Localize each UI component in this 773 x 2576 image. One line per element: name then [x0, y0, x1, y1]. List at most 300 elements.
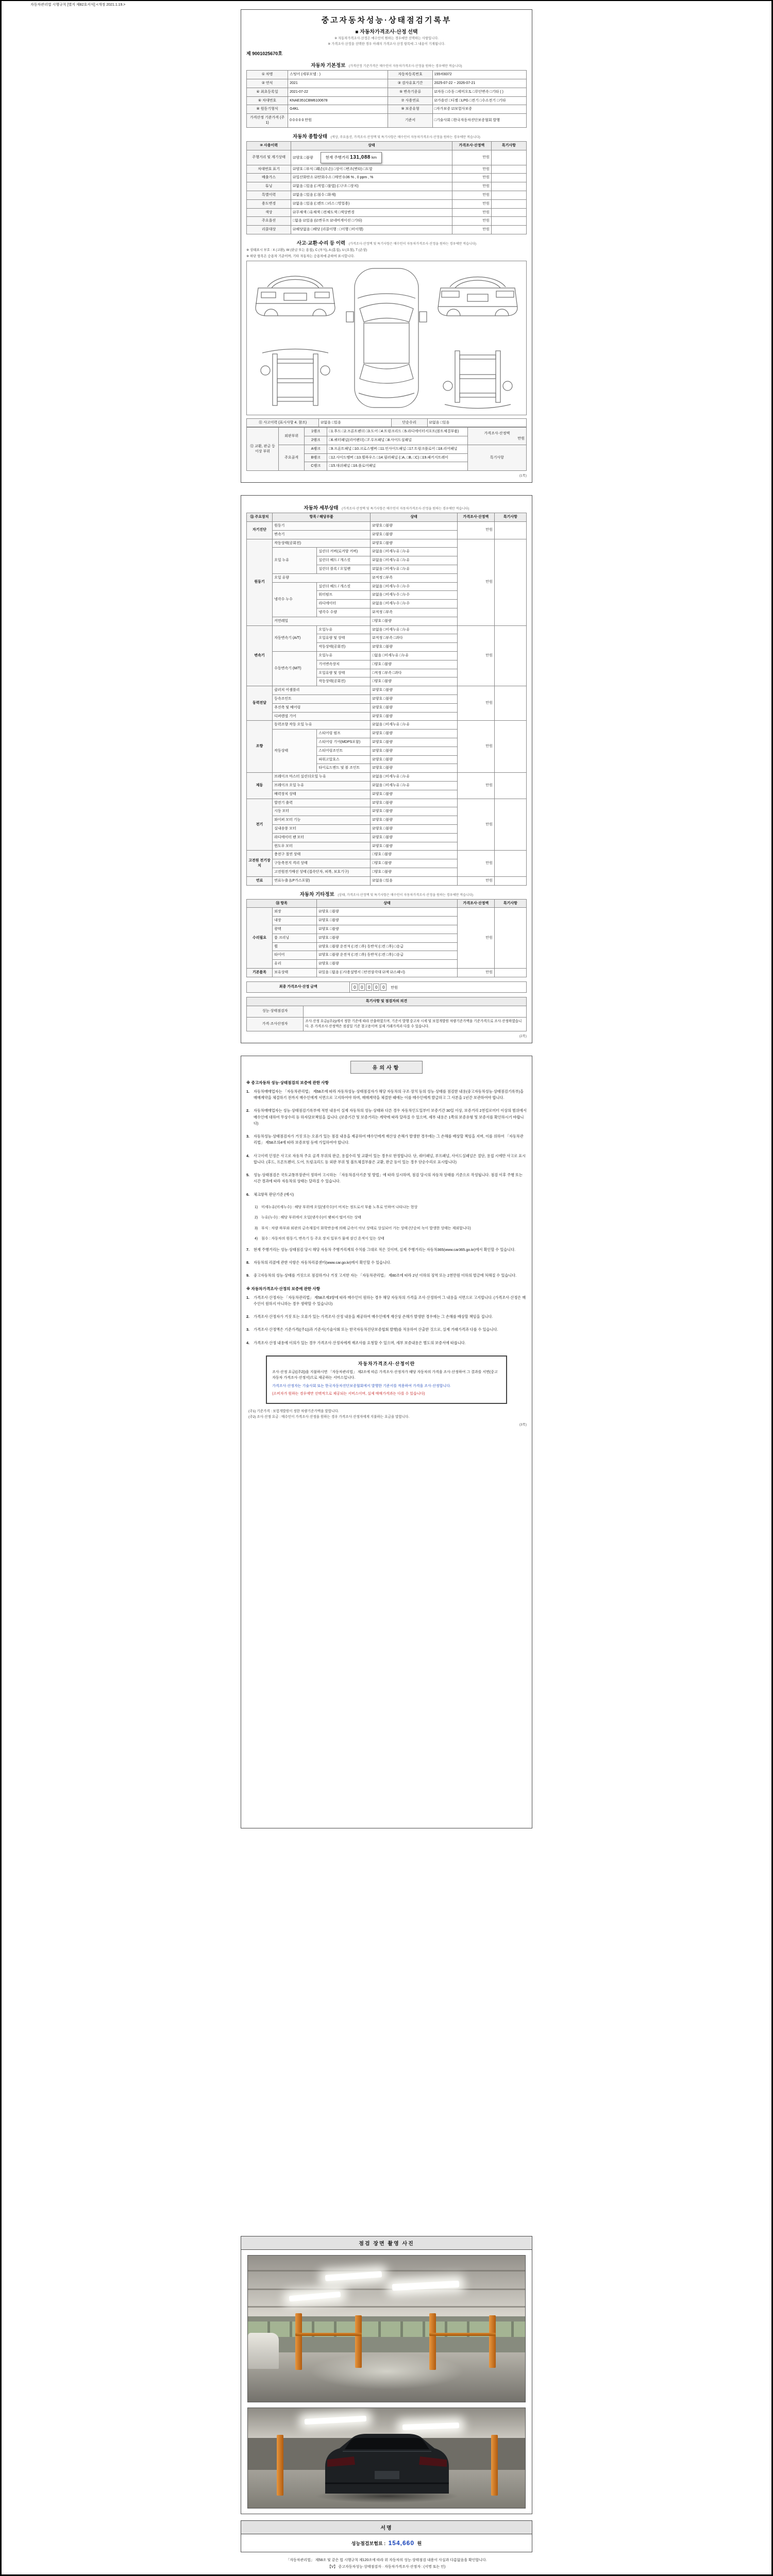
notice-title: 유의사항 [350, 1061, 423, 1074]
final-amount-digit: 0 [351, 984, 358, 991]
final-amount-digit: 0 [380, 984, 386, 991]
detail-state-checkboxes: □양호 □불량 [371, 660, 457, 669]
basic-row [247, 96, 527, 105]
detail-item: 배력장치 상태 [273, 790, 371, 799]
appraiser-label: 가격·조사산정자 [247, 1017, 304, 1031]
etc-state-checkboxes: ☑있음 □없음 (□사용설명서 □안전삼각대 ☑잭 ☑스패너) [317, 968, 458, 977]
etc-row [247, 968, 527, 977]
odometer-box [321, 152, 382, 163]
etc-state-checkboxes: ☑양호 □불량 [317, 960, 458, 969]
col-note: 특기사항 [494, 513, 526, 522]
base-price-value: 0 0 0 0 0 만원 [288, 114, 388, 128]
etc-note [494, 968, 526, 977]
vin-value: KNAE351CBM6100678 [288, 96, 388, 105]
photo1-roof-beam [248, 2306, 525, 2308]
etc-item: 타이어 [273, 951, 317, 960]
detail-subitem: 타이로드엔드 및 볼 조인트 [317, 764, 371, 773]
overall-row-note [491, 217, 526, 226]
notice-item-number: 2. [246, 1108, 249, 1113]
notice-item-number: 1. [246, 1295, 249, 1300]
notice-item-number: 2) [255, 1216, 258, 1220]
detail-state-checkboxes: ☑양호 □불량 [371, 816, 457, 825]
simple-repair-checkboxes: ☑없음 □있음 [427, 418, 526, 427]
detail-state-checkboxes: ☑적정 □부족 [371, 608, 457, 617]
detail-subitem: 오일유량 및 상태 [317, 669, 371, 677]
overall-title-note: (색상, 주요옵션, 가격조사·산정액 및 특기사항은 매수인이 자동차가격조사·산정을 원하는 경우에만 적습니다) [330, 135, 480, 139]
rankB-label: B랭크 [305, 453, 327, 462]
document-number-value: 9001025670 [252, 51, 278, 57]
detail-item: 구동축전지 격리 상태 [273, 859, 371, 868]
notice-item-number: 6. [246, 1192, 249, 1197]
detail-condition-table [246, 513, 527, 885]
odometer-label: 현재 주행거리 [325, 155, 350, 160]
detail-subitem: 오일누유 [317, 652, 371, 660]
overall-row-state: ☑없음 □있음 (□렌트 □리스 □영업용) [291, 199, 452, 208]
detail-state-checkboxes: □양호 □불량 [371, 617, 457, 625]
odometer-value: 131,088 [350, 154, 371, 160]
price-appraisal-select-note-2: ※ 가격조사·산정을 선택한 경우 아래의 가격조사·산정 항목에 그 내용이 기재됩니다. [328, 42, 445, 46]
etc-price: 만원 [457, 968, 494, 977]
detail-state-checkboxes: ☑없음 □미세누유 □누유 [371, 781, 457, 790]
notice-item-text: 성능·상태점검은 국토교통부장관이 정하여 고시하는 「자동차검사기준 및 방법」에 따라 실시하며, 점검 당시의 자동차 상태를 기준으로 작성됩니다. 점검 이후 주행 또는 시간 경과에 따라 자동차의 상태는 달라질 수 있습니다. [254, 1173, 523, 1184]
overall-row-note [491, 165, 526, 174]
overall-row-price: 만원 [452, 182, 491, 191]
detail-state-checkboxes: ☑양호 □불량 [371, 730, 457, 738]
detail-item: 작동상태 [273, 730, 317, 773]
car-front-view-diagram [250, 264, 341, 331]
legal-footer-line-2: 【Ⅴ】 중고자동차성능·상태점검자 · 자동차가격조사·산정자 : (서명 또는 인) [327, 2565, 446, 2569]
overall-row-label: 주행거리 및 계기상태 [247, 150, 291, 165]
detail-state-checkboxes: ☑양호 □불량 [371, 530, 457, 539]
overall-row-price: 만원 [452, 165, 491, 174]
detail-item: 고전원전기배선 상태 (접속단자, 피복, 보호기구) [273, 868, 371, 876]
detail-note [494, 773, 526, 799]
photo1-roof-beam [248, 2270, 525, 2272]
overall-row-label: 배출가스 [247, 174, 291, 182]
detail-item: 오일 누유 [273, 548, 317, 573]
detail-note [494, 851, 526, 876]
detail-header-row [247, 513, 527, 522]
parts-price-cell [467, 428, 526, 445]
accident-history-table [246, 418, 527, 428]
detail-device: 연료 [247, 876, 273, 885]
rank1-parts-checkboxes: □1.후드 □2.프론트펜더 □3.도어 □4.트렁크리드 □5.라디에이터서포트(볼트체결부품) [327, 428, 468, 436]
detail-note [494, 876, 526, 885]
notice-item [255, 1215, 527, 1221]
notice-item [246, 1153, 527, 1165]
detail-state-checkboxes: □양호 □불량 [371, 859, 457, 868]
diagram-left-column [250, 264, 341, 412]
notice-item-text: 부식 : 차량 하부와 외판의 금속재질이 화학반응에 의해 금속이 아닌 상태로 상실되어 가는 상태 (단순히 녹이 발생한 상태는 제외합니다) [261, 1226, 471, 1230]
overall-row-state: ☑무채색 □유채색 □전체도색 □색상변경 [291, 208, 452, 217]
notice-item-number: 9. [246, 1273, 249, 1278]
notice-item-number: 4) [255, 1237, 258, 1241]
etc-item: 유리 [273, 960, 317, 969]
detail-subitem: 실린더 커버(로커암 커버) [317, 548, 371, 556]
plate-number-value: 155허8372 [432, 71, 526, 79]
inspector-opinion-text [304, 1006, 527, 1017]
detail-row [247, 522, 527, 531]
detail-section-title [246, 504, 527, 511]
detail-subitem: 작동상태(공회전) [317, 677, 371, 686]
parts-price-header: 가격조사·산정액 [484, 431, 510, 435]
overall-header-row [247, 141, 527, 150]
document-number-prefix: 제 [246, 51, 251, 57]
detail-state-checkboxes: □양호 □불량 [371, 677, 457, 686]
notice-item-text: 사고이력 인정은 사고로 자동차 주요 골격 부위의 판금, 용접수리 및 교환이 있는 경우로 한정합니다. 단, 쿼터패널, 루프패널, 사이드실패널은 절단, 용접 시에만 사고로 표시합니다. (후드, 프론트펜더, 도어, 트렁크리드 등 외판 부위 및 볼트체결부품은 교환, 판금 등이 있는 경우 단순수리로 표시합니다) [254, 1153, 526, 1164]
notice-section-heading [246, 1286, 527, 1292]
detail-state-checkboxes: ☑양호 □불량 [371, 712, 457, 721]
notice-item-text: 자동차성능·상태점검자가 거짓 또는 오류가 있는 점검 내용을 제공하여 매수인에게 재산상 손해가 발생한 경우에는 그 손해를 배상할 책임을 지며, 이를 위하여 「자동차관리법」 제58조의4에 따라 보증보험 등에 가입하여야 합니다. [254, 1134, 524, 1145]
detail-price: 만원 [457, 851, 494, 876]
basic-info-section-title [246, 61, 527, 69]
detail-subitem: 실린더 헤드 / 개스킷 [317, 582, 371, 591]
insurance-fee-label: 성능점검보험료 : [351, 2541, 386, 2546]
detail-state-checkboxes: ☑양호 □불량 [371, 747, 457, 755]
etc-state-checkboxes: ☑양호 □불량 [317, 925, 458, 934]
detail-subitem: 실린더 블록 / 오일팬 [317, 565, 371, 574]
parts-note-cell [467, 445, 526, 470]
detail-item: 발전기 출력 [273, 799, 371, 807]
detail-item: 라디에이터 팬 모터 [273, 833, 371, 842]
legal-footer-line-1: 「자동차관리법」 제58조 및 같은 법 시행규칙 제120조에 따라 위 자동차의 성능·상태점검 내용이 사실과 다름없음을 확인합니다. [286, 2558, 487, 2562]
car-rear-frame-diagram [432, 345, 523, 412]
first-registration-value: 2021-07-22 [288, 88, 388, 96]
detail-row [247, 851, 527, 859]
detail-row [247, 773, 527, 782]
odometer-unit: km [370, 155, 377, 160]
final-amount-digit: 0 [373, 984, 379, 991]
detail-price: 만원 [457, 625, 494, 686]
field-label: ④ 최초등록일 [247, 88, 288, 96]
detail-item: 시동 모터 [273, 807, 371, 816]
detail-item: 실내송풍 모터 [273, 824, 371, 833]
detail-state-checkboxes: ☑양호 □불량 [371, 790, 457, 799]
notice-item-text: ※ 자동차가격조사·산정의 보증에 관한 사항 [246, 1286, 321, 1291]
photo1-lift-arm [295, 2333, 362, 2336]
detail-state-checkboxes: ☑양호 □불량 [371, 643, 457, 652]
overall-row-note [491, 182, 526, 191]
detail-item: 수동변속기 (M/T) [273, 652, 317, 686]
final-price-label: 최종 가격조사·산정 금액 [247, 981, 350, 992]
detail-state-checkboxes: ☑없음 □미세누수 □누수 [371, 591, 457, 600]
photo1-parked-car-shape [248, 2333, 279, 2369]
basic-row [247, 79, 527, 88]
signature-section-title: 서명 [241, 2521, 532, 2534]
overall-row-state: ☑없음 □있음 (□침수 □화재) [291, 191, 452, 200]
car-name-value: 스팅어 (세부모델 : ) [288, 71, 388, 79]
overall-row-note [491, 226, 526, 234]
parts-section-label: ⑫ 교환, 판금 등 이상 부위 [247, 428, 279, 471]
field-label: ⑥ 차대번호 [247, 96, 288, 105]
insurance-fee-value: 154,660 [388, 2539, 415, 2547]
detail-state-checkboxes: □없음 □미세누유 □누유 [371, 652, 457, 660]
document-title: 중고자동차성능·상태점검기록부 [321, 16, 452, 25]
price-appraisal-select-note-1: ※ 자동차가격조사·산정은 매수인이 원하는 경우에만 선택하는 사항입니다. [334, 37, 439, 40]
notice-item-text: 침수 : 자동차의 원동기, 변속기 등 주요 장치 일부가 물에 잠긴 흔적이 있는 상태 [261, 1237, 384, 1241]
detail-state-checkboxes: ☑양호 □불량 [371, 833, 457, 842]
detail-subitem: 오일누유 [317, 625, 371, 634]
insurance-fee-line [241, 2534, 532, 2552]
etc-group-basic: 기본품목 [247, 968, 273, 977]
notice-item [255, 1226, 527, 1232]
etc-info-table [246, 899, 527, 977]
etc-note [494, 908, 526, 969]
field-label: ③ 검사유효기간 [388, 79, 432, 88]
detail-row [247, 799, 527, 807]
notice-item-text: 가격조사·산정 내용에 이의가 있는 경우 가격조사·산정자에게 재조사를 요청할 수 있으며, 세부 보증내용은 별도의 보증서에 따릅니다. [254, 1340, 466, 1345]
accident-title-note: (가격조사·산정액 및 특기사항은 매수인이 자동차가격조사·산정을 원하는 경우에만 적습니다) [348, 242, 477, 246]
overall-row-state: ☑양호 □불량 현재 주행거리 131,088 km [291, 150, 452, 165]
opinion-row [247, 1006, 527, 1017]
sheet-1 [241, 9, 532, 483]
overall-row-label: 차대번호 표기 [247, 165, 291, 174]
inspection-photo-workshop [247, 2255, 526, 2402]
final-price-row [247, 981, 527, 992]
col-note: 특기사항 [491, 141, 526, 150]
warranty-checkboxes: □자가보증 ☑보험사보증 [432, 105, 526, 114]
notice-item-text: 자동차매매업자는 성능·상태점검기록부에 적힌 내용이 실제 자동차의 성능·상태와 다른 경우 자동차인도일부터 보증기간 30일 이상, 보증거리 2천킬로미터 이상의 범위에서 매수인에 대하여 무상수리 등 하자담보책임을 집니다. (보증기간 및 보증거리는 계약에 따라 달라질 수 있으며, 세부 내용은 1쪽의 보증유형 및 보증서를 확인하시기 바랍니다) [254, 1108, 527, 1126]
notice-item-number: 4. [246, 1153, 249, 1158]
detail-subitem: 기어변속장치 [317, 660, 371, 669]
notice-item [246, 1192, 527, 1198]
overall-title-text: 자동차 종합상태 [293, 133, 328, 140]
notice-item-text: 자동차매매업자는 「자동차관리법」 제58조에 따라 자동차성능·상태점검자가 해당 자동차의 구조·장치 등의 성능·상태를 점검한 내용(중고자동차성능·상태점검기록부)을 매매계약을 체결하기 전까지 매수인에게 서면으로 고지하여야 하며, 매매계약을 체결한 때에는 이를 매수인에게 발급하고 그 사본을 1년간 보관하여야 합니다. [254, 1089, 524, 1100]
detail-state-checkboxes: ☑양호 □불량 [371, 695, 457, 704]
parts-row [247, 428, 527, 436]
car-diagram-box [246, 261, 527, 415]
rankC-parts-checkboxes: □15.대쉬패널 □16.플로어패널 [327, 462, 468, 471]
col-usage-history: ⑩ 사용이력 [247, 141, 291, 150]
photo2-lift-post [277, 2435, 283, 2496]
final-amount-digits [351, 986, 388, 990]
etc-state-checkboxes: ☑양호 □불량 운전석 (□전 □후) 동반석 (□전 □후) □응급 [317, 942, 458, 951]
overall-row-price: 만원 [452, 191, 491, 200]
document-number-suffix: 호 [278, 51, 282, 57]
diagram-basis-legend: ※ 하단 항목은 승용차 기준이며, 기타 자동차는 승용차에 준하여 표시합니다. [246, 255, 355, 259]
notice-item-number: 1) [255, 1205, 258, 1209]
fuel-checkboxes: ☑가솔린 □디젤 □LPG □전기 □수소전기 □기타 [432, 96, 526, 105]
detail-row [247, 539, 527, 548]
detail-price: 만원 [457, 876, 494, 885]
detail-subitem: 스티어링조인트 [317, 747, 371, 755]
col-price: 가격조사·산정액 [452, 141, 491, 150]
detail-item: 작동상태(공회전) [273, 539, 371, 548]
overall-row-state: ☑해당없음 □해당 (리콜이행 : □이행 □미이행) [291, 226, 452, 234]
etc-item: 광택 [273, 925, 317, 934]
notice-item [246, 1273, 527, 1279]
overall-row-label: 용도변경 [247, 199, 291, 208]
detail-price: 만원 [457, 799, 494, 851]
basic-row [247, 71, 527, 79]
overall-row-note [491, 191, 526, 200]
col-etc-note: 특기사항 [494, 899, 526, 908]
overall-row [247, 182, 527, 191]
price-appraisal-select-label: ■ 자동차가격조사·산정 선택 [355, 29, 418, 35]
detail-note [494, 522, 526, 539]
guide-book-checkboxes: □기술사회 □한국자동차진단보증협회 발행 [432, 114, 526, 128]
notice-item-text: 누유(누수) : 해당 부위에서 오일(냉각수)이 맺혀서 떨어지는 상태 [261, 1216, 361, 1220]
overall-row [247, 150, 527, 165]
detail-item: 오일 유량 [273, 573, 371, 582]
detail-note [494, 799, 526, 851]
notice-item [246, 1108, 527, 1127]
notice-body [246, 1080, 527, 1346]
overall-row-price: 만원 [452, 217, 491, 226]
accident-title-text: 사고·교환·수리 등 이력 [296, 241, 346, 246]
detail-device: 제동 [247, 773, 273, 799]
overall-row-note [491, 150, 526, 165]
detail-subitem: 스티어링 펌프 [317, 730, 371, 738]
overall-condition-table [246, 141, 527, 234]
basic-row [247, 88, 527, 96]
col-etc-price: 가격조사·산정액 [457, 899, 494, 908]
detail-state-checkboxes: ☑없음 □미세누유 □누유 [371, 625, 457, 634]
outer-panel-label: 외판부위 [279, 428, 305, 445]
detail-state-checkboxes: ☑양호 □불량 [371, 807, 457, 816]
detail-price: 만원 [457, 522, 494, 539]
detail-subitem: 작동상태(공회전) [317, 643, 371, 652]
etc-item: 보유상태 [273, 968, 317, 977]
detail-state-checkboxes: ☑없음 □있음 [371, 876, 457, 885]
notice-item [246, 1295, 527, 1307]
notice-item-number: 7. [246, 1247, 249, 1252]
sheet-2 [241, 495, 532, 1043]
etc-price: 만원 [457, 908, 494, 969]
field-label: 가격산정 기준가격 (주1) [247, 114, 288, 128]
car-front-frame-diagram [250, 345, 341, 412]
photo-section [241, 2236, 532, 2514]
etc-item: 내장 [273, 917, 317, 925]
overall-row-note [491, 199, 526, 208]
overall-row-price: 만원 [452, 174, 491, 182]
price-appraisal-definition-box [266, 1355, 507, 1404]
etc-section-title [246, 890, 527, 897]
detail-state-checkboxes: ☑적정 □부족 [371, 573, 457, 582]
detail-item: 동력조향 작동 오일 누유 [273, 721, 371, 730]
photo-section-title: 점검 장면 촬영 사진 [241, 2236, 532, 2250]
detail-device: 전기 [247, 799, 273, 851]
overall-row-label: 주요옵션 [247, 217, 291, 226]
photo1-lift-post [489, 2315, 496, 2368]
detail-note [494, 686, 526, 721]
col-etc-item: ⑭ 항목 [247, 899, 317, 908]
photo1-lift-post [355, 2315, 362, 2368]
notice-item [255, 1205, 527, 1211]
notice-item [246, 1172, 527, 1184]
detail-price: 만원 [457, 721, 494, 773]
basic-row [247, 105, 527, 114]
photo1-floor-reflection [310, 2353, 464, 2389]
detail-state-checkboxes: ☑없음 □미세누유 □누유 [371, 721, 457, 730]
etc-state-checkboxes: ☑양호 □불량 [317, 917, 458, 925]
etc-title-note: (상태, 가격조사·산정액 및 특기사항은 매수인이 자동차가격조사·산정을 원하는 경우에만 적습니다) [338, 893, 474, 897]
detail-device: 자기진단 [247, 522, 273, 539]
opinion-header-row [247, 997, 527, 1006]
etc-state-checkboxes: ☑양호 □불량 운전석 (□전 □후) 동반석 (□전 □후) □응급 [317, 951, 458, 960]
detail-title-text: 자동차 세부상태 [304, 505, 339, 512]
overall-table-body [247, 150, 527, 234]
rankA-parts-checkboxes: □9.프론트패널 □10.크로스멤버 □11.인사이드패널 □17.트렁크플로어 □18.리어패널 [327, 445, 468, 453]
detail-subitem: 워터펌프 [317, 591, 371, 600]
notice-item [246, 1314, 527, 1320]
final-price-amount [350, 981, 527, 992]
footnote-1: (주1) 기준가격 : 보험개발원이 정한 차량기준가액을 말합니다. [248, 1410, 339, 1414]
detail-item: 커먼레일 [273, 617, 371, 625]
overall-section-title [246, 132, 527, 140]
detail-item: 디퍼렌셜 기어 [273, 712, 371, 721]
detail-state-checkboxes: ☑양호 □불량 [371, 755, 457, 764]
state-code-legend: ※ 상태표시 부호 : X (교환), W (판금 또는 용접), C (부식), A (흠집), U (요철), T (손상) [246, 248, 367, 252]
detail-state-checkboxes: □적정 □부족 □과다 [371, 669, 457, 677]
overall-row [247, 165, 527, 174]
insurance-fee-unit: 원 [417, 2541, 422, 2546]
col-item-part: 항목 / 해당부품 [273, 513, 371, 522]
etc-item: 휠 [273, 942, 317, 951]
detail-subitem: 실린더 헤드 / 개스킷 [317, 556, 371, 565]
detail-state-checkboxes: ☑적정 □부족 □과다 [371, 634, 457, 643]
photo2-lift-post [491, 2435, 498, 2496]
inspection-photo-car-rear [247, 2408, 526, 2509]
notice-item-number: 4. [246, 1340, 249, 1345]
overall-row-state: ☑없음 □있음 (□적법 □불법) (□구조 □장치) [291, 182, 452, 191]
rank2-parts-checkboxes: □6.쿼터패널(리어펜더) □7.루프패널 □8.사이드실패널 [327, 436, 468, 445]
field-label: 자동차등록번호 [388, 71, 432, 79]
inspection-valid-value: 2025-07-22 ~ 2026-07-21 [432, 79, 526, 88]
detail-state-checkboxes: ☑양호 □불량 [371, 686, 457, 695]
detail-state-checkboxes: ☑없음 □미세누수 □누수 [371, 582, 457, 591]
overall-row [247, 226, 527, 234]
overall-row-price: 만원 [452, 208, 491, 217]
detail-state-checkboxes: ☑없음 □미세누유 □누유 [371, 556, 457, 565]
detail-state-checkboxes: □양호 □불량 [371, 868, 457, 876]
overall-row-price: 만원 [452, 226, 491, 234]
page-mark-1: (1쪽) [519, 474, 527, 478]
car-top-view-diagram [343, 264, 430, 412]
detail-state-checkboxes: ☑양호 □불량 [371, 799, 457, 807]
parts-note-header: 특기사항 [490, 455, 504, 460]
detail-row [247, 876, 527, 885]
detail-device: 동력전달 [247, 686, 273, 721]
final-amount-digit: 0 [366, 984, 372, 991]
rankA-label: A랭크 [305, 445, 327, 453]
opinion-row [247, 1017, 527, 1031]
overall-row-price: 만원 [452, 150, 491, 165]
legal-footer [241, 2557, 532, 2570]
detail-state-checkboxes: ☑양호 □불량 [371, 824, 457, 833]
detail-row [247, 721, 527, 730]
etc-item: 룸 크리닝 [273, 934, 317, 942]
detail-state-checkboxes: ☑양호 □불량 [371, 703, 457, 712]
detail-item: 변속기 [273, 530, 371, 539]
basic-info-table [246, 70, 527, 128]
notice-item [246, 1327, 527, 1333]
overall-row-price: 만원 [452, 199, 491, 208]
detail-note [494, 539, 526, 625]
field-label: 기준서 [388, 114, 432, 128]
detail-state-checkboxes: ☑양호 □불량 [371, 764, 457, 773]
diagram-right-column [432, 264, 523, 412]
etc-row [247, 908, 527, 917]
opinion-title: 특기사항 및 점검자의 의견 [247, 997, 527, 1006]
rank1-label: 1랭크 [305, 428, 327, 436]
overall-row-state: ☑양호 □부식 □훼손(오손) □상이 □변조(변타) □도말 [291, 165, 452, 174]
notice-item [246, 1089, 527, 1101]
overall-row-label: 튜닝 [247, 182, 291, 191]
overall-row-label: 색상 [247, 208, 291, 217]
basic-info-title-note: (가격산정 기준가격은 매수인이 자동차가격조사·산정을 원하는 경우에만 적습니다) [348, 64, 462, 69]
notice-item-text: 미세누유(미세누수) : 해당 부위에 오일(냉각수)이 비치는 정도로서 부품 노후로 인하여 나타나는 현상 [261, 1205, 418, 1209]
